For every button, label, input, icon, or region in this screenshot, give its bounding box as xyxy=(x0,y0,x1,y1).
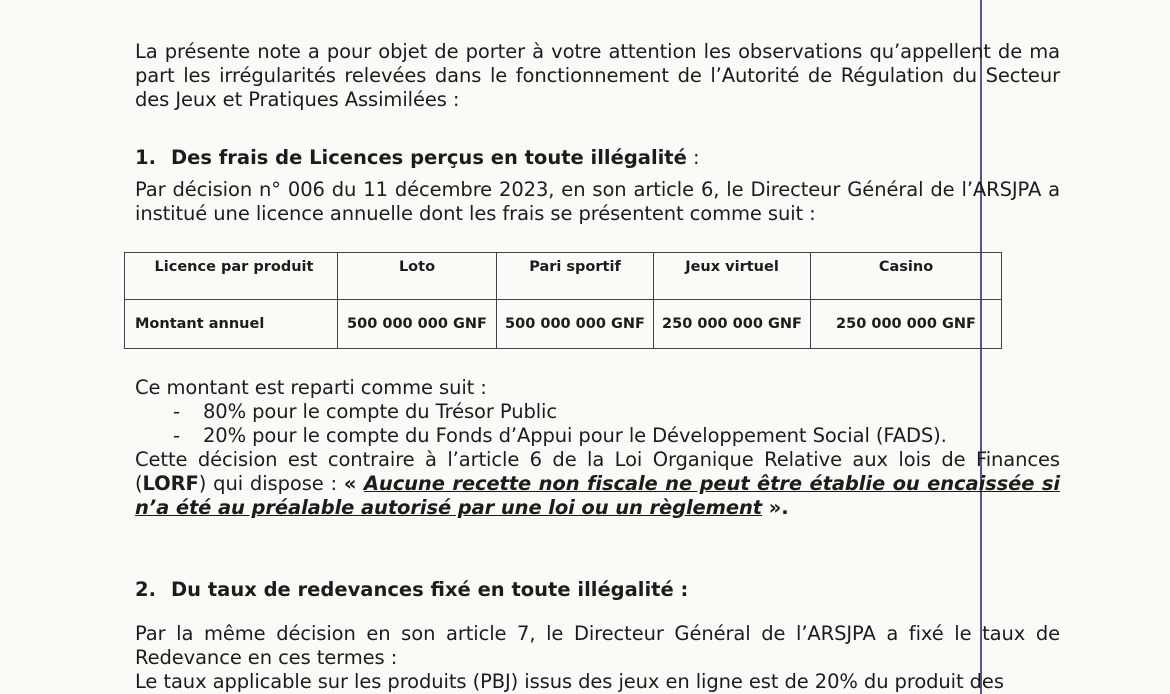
table-header-row xyxy=(125,253,1002,300)
intro-paragraph xyxy=(135,40,1060,112)
quote-text: Aucune recette non fiscale ne peut être établie ou encaissée si n’a été au préalable autorisé par une loi ou un règlement xyxy=(135,472,1060,519)
intro-text: La présente note a pour objet de porter à votre attention les observations qu’appellent de ma part les irrégularités relevées dans le fonctionnement de l’Autorité de Régulation du Secteur des Jeux et Pratiques Assimilées : xyxy=(135,40,1060,111)
license-fees-table xyxy=(124,252,1002,349)
section-1-title: Des frais de Licences perçus en toute illégalité xyxy=(171,146,687,169)
table-cell: 250 000 000 GNF xyxy=(654,300,811,349)
lorf-acronym: LORF xyxy=(142,472,199,495)
table-header-cell: Casino xyxy=(811,253,1002,300)
lorf-text-pre: Cette décision est contraire à l’article 6 de la Loi Organique Relative aux lois de Finances ( xyxy=(135,448,1060,495)
table-cell: 500 000 000 GNF xyxy=(338,300,497,349)
lorf-text-post: ) qui dispose : xyxy=(198,472,344,495)
list-item: - 80% pour le compte du Trésor Public xyxy=(173,400,1060,424)
repartition-block xyxy=(135,376,1060,520)
section-1-number: 1. xyxy=(135,146,156,169)
section-1-colon: : xyxy=(686,146,700,169)
repartition-list xyxy=(135,400,1060,448)
section-2-body xyxy=(135,622,1060,694)
table-header-cell: Loto xyxy=(338,253,497,300)
list-item: - 20% pour le compte du Fonds d’Appui pour le Développement Social (FADS). xyxy=(173,424,1060,448)
section-2-title: Du taux de redevances fixé en toute illégalité : xyxy=(171,578,689,601)
decision-paragraph xyxy=(135,178,1060,226)
quote-open: « xyxy=(343,472,364,495)
lorf-paragraph xyxy=(135,448,1060,520)
table-cell: 500 000 000 GNF xyxy=(497,300,654,349)
table-cell: 250 000 000 GNF xyxy=(811,300,1002,349)
table-header-cell: Jeux virtuel xyxy=(654,253,811,300)
section-2-para-1: Par la même décision en son article 7, le Directeur Général de l’ARSJPA a fixé le taux de Redevance en ces termes : xyxy=(135,622,1060,669)
section-1-heading xyxy=(135,146,700,169)
section-2-heading xyxy=(135,578,688,601)
table-row xyxy=(125,300,1002,349)
table-header-cell: Pari sportif xyxy=(497,253,654,300)
decision-text: Par décision n° 006 du 11 décembre 2023, en son article 6, le Directeur Général de l’ARSJPA a institué une licence annuelle dont les frais se présentent comme suit : xyxy=(135,178,1060,225)
quote-close: ». xyxy=(762,496,789,519)
section-2-para-2: Le taux applicable sur les produits (PBJ) issus des jeux en ligne est de 20% du produit des xyxy=(135,670,1004,693)
repartition-intro: Ce montant est reparti comme suit : xyxy=(135,376,487,399)
table-header-cell: Licence par produit xyxy=(125,253,338,300)
table-row-label: Montant annuel xyxy=(125,300,338,349)
section-2-number: 2. xyxy=(135,578,156,601)
